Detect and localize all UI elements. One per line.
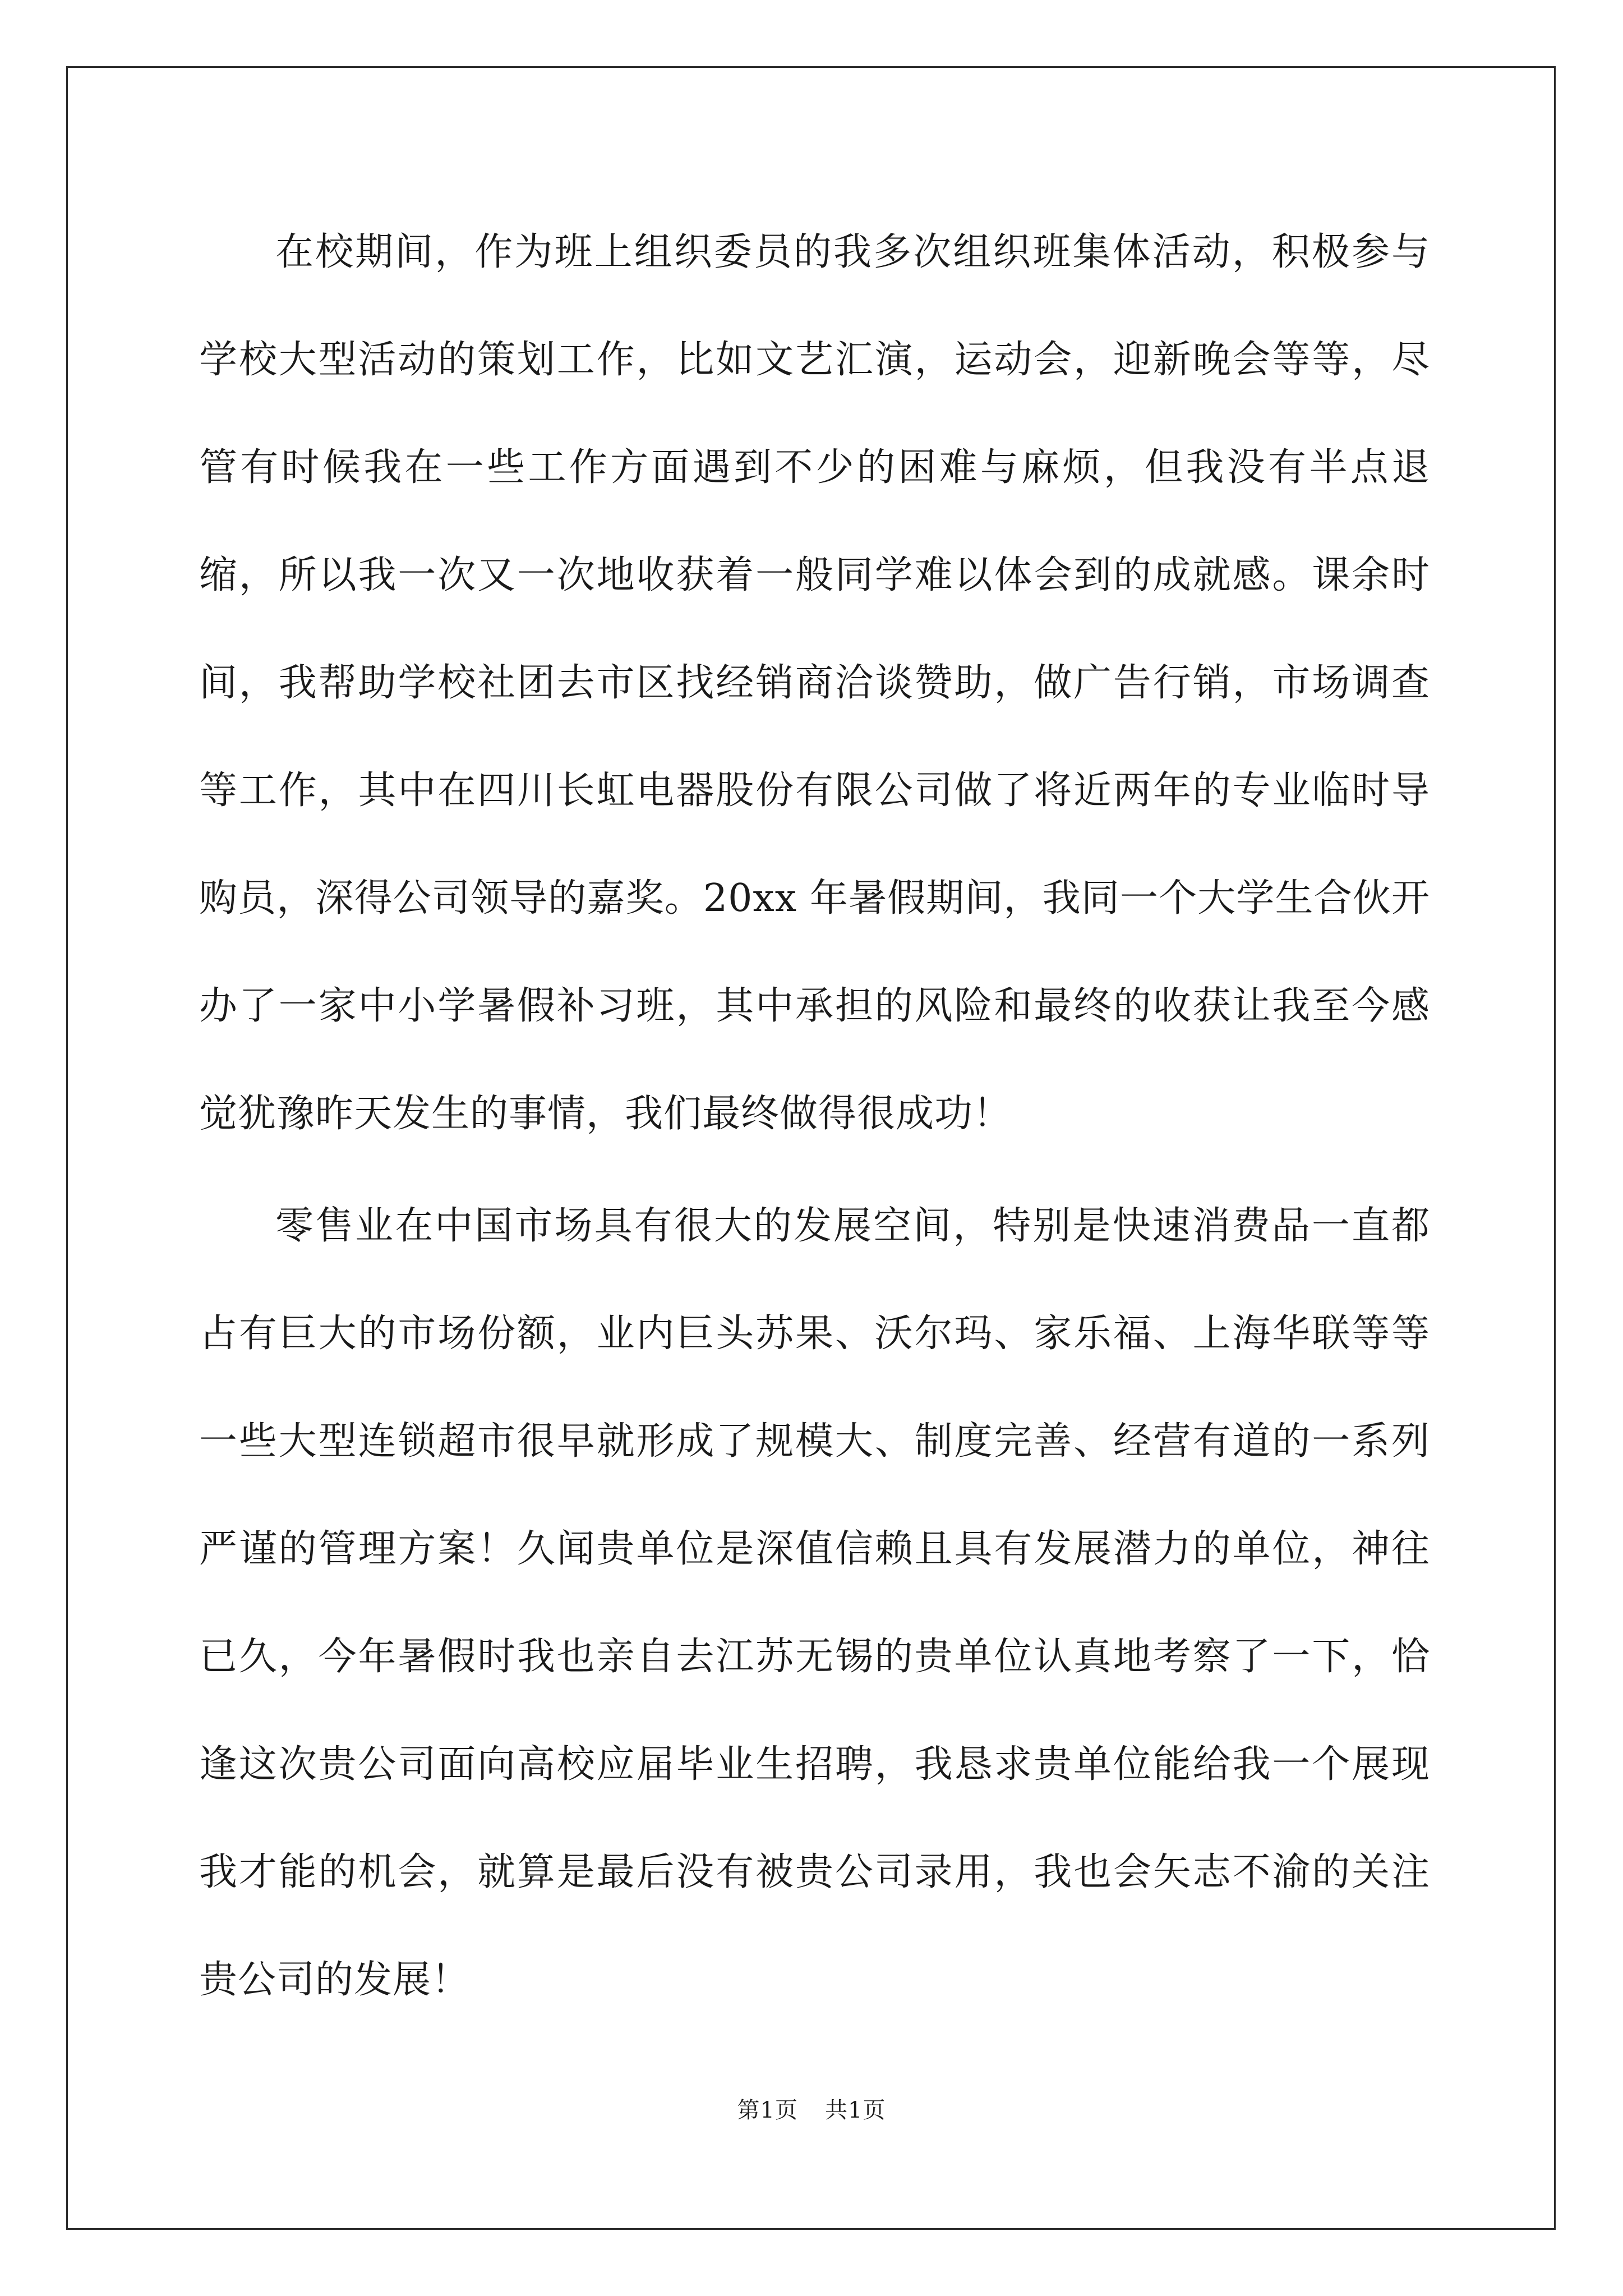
body-paragraph-1: 在校期间，作为班上组织委员的我多次组织班集体活动，积极参与学校大型活动的策划工作，比如文艺汇演，运动会，迎新晚会等等，尽管有时候我在一些工作方面遇到不少的困难与麻烦，但我没有半点退缩，所以我一次又一次地收获着一般同学难以体会到的成就感。课余时间，我帮助学校社团去市区找经销商洽谈赞助，做广告行销，市场调查等工作，其中在四川长虹电器股份有限公司做了将近两年的专业临时导购员，深得公司领导的嘉奖。20xx 年暑假期间，我同一个大学生合伙开办了一家中小学暑假补习班，其中承担的风险和最终的收获让我至今感觉犹豫昨天发生的事情，我们最终做得很成功！ (199, 230, 1430, 1136)
page-number-current: 第1页 (737, 2097, 798, 2123)
body-paragraph-2: 零售业在中国市场具有很大的发展空间，特别是快速消费品一直都占有巨大的市场份额，业内巨头苏果、沃尔玛、家乐福、上海华联等等一些大型连锁超市很早就形成了规模大、制度完善、经营有道的一系列严谨的管理方案！久闻贵单位是深值信赖且具有发展潜力的单位，神往已久，今年暑假时我也亲自去江苏无锡的贵单位认真地考察了一下，恰逢这次贵公司面向高校应届毕业生招聘，我恳求贵单位能给我一个展现我才能的机会，就算是最后没有被贵公司录用，我也会矢志不渝的关注贵公司的发展！ (199, 1204, 1430, 2002)
page-footer (0, 2092, 1623, 2124)
page-number-total: 共1页 (825, 2097, 886, 2123)
